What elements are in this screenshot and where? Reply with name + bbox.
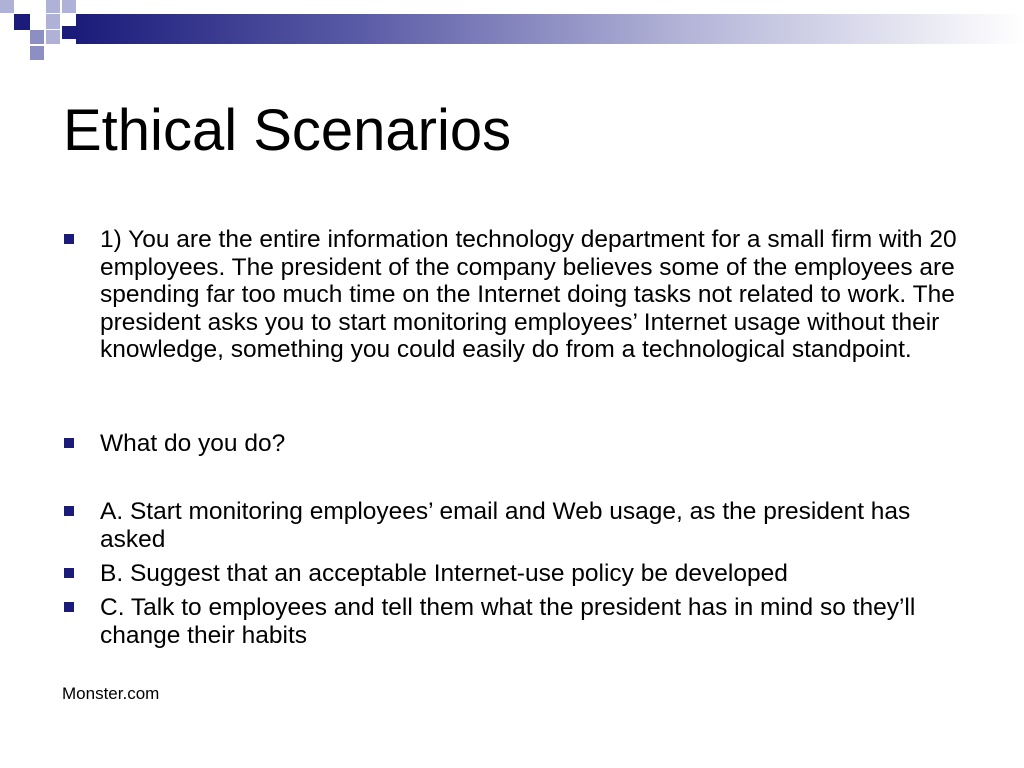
bullet-item-question <box>100 430 970 458</box>
decorative-square <box>62 0 76 13</box>
decorative-square <box>46 14 60 29</box>
decorative-square <box>14 14 30 30</box>
header-banner <box>0 0 1024 62</box>
decorative-square <box>62 26 76 39</box>
bullet-item-option-b <box>100 560 970 588</box>
decorative-square <box>30 46 44 60</box>
square-bullet-icon <box>64 602 74 612</box>
bullet-text: What do you do? <box>100 430 286 457</box>
decorative-square <box>46 30 60 44</box>
square-bullet-icon <box>64 568 74 578</box>
bullet-text: 1) You are the entire information technology department for a small firm with 20 employees. The president of the company believes some of the employees are spending far too much time on the Internet doing tasks not related to work. The president asks you to start monitoring employees’ Internet usage without their knowledge, something you could easily do from a technological standpoint. <box>100 226 957 363</box>
bullet-text: A. Start monitoring employees’ email and Web usage, as the president has asked <box>100 498 911 553</box>
bullet-item-option-a <box>100 498 970 553</box>
decorative-square <box>0 0 14 13</box>
slide-title: Ethical Scenarios <box>63 98 512 163</box>
bullet-item-option-c <box>100 594 970 649</box>
square-bullet-icon <box>64 234 74 244</box>
bullet-text: C. Talk to employees and tell them what the president has in mind so they’ll change their habits <box>100 594 916 649</box>
bullet-item-scenario <box>100 226 970 364</box>
square-bullet-icon <box>64 438 74 448</box>
source-credit: Monster.com <box>62 684 160 703</box>
bullet-text: B. Suggest that an acceptable Internet-use policy be developed <box>100 560 788 587</box>
decorative-square <box>46 0 60 13</box>
decorative-square <box>30 30 44 44</box>
gradient-bar <box>76 14 1024 44</box>
square-bullet-icon <box>64 506 74 516</box>
